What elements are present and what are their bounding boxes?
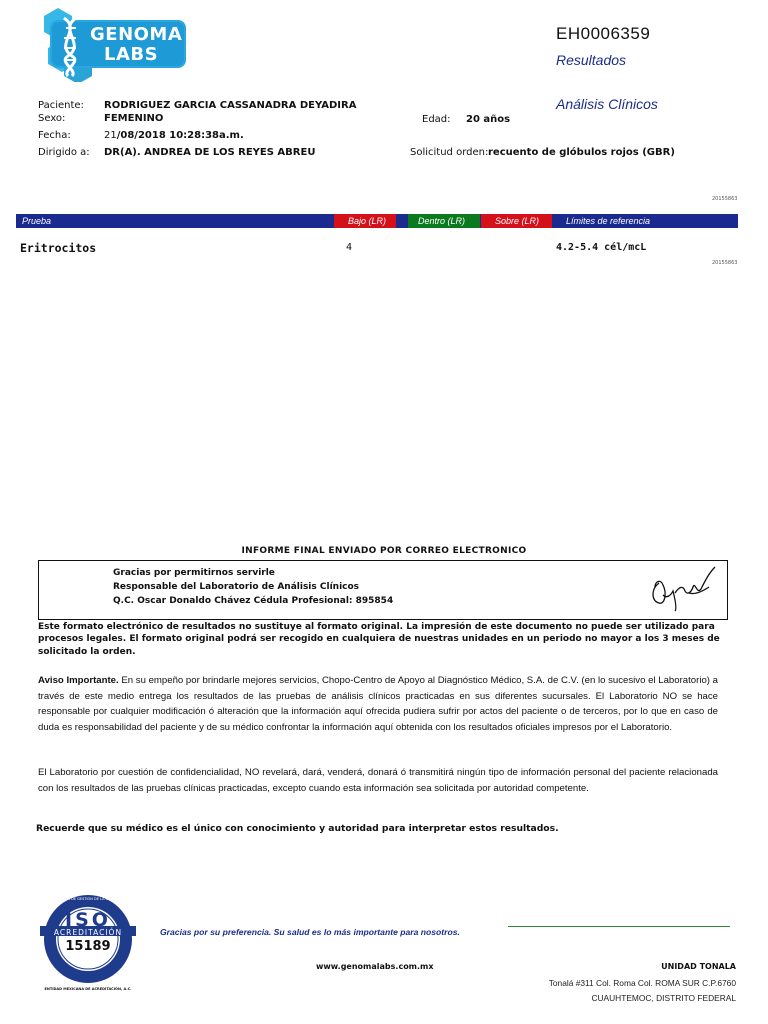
- directed-value: DR(A). ANDREA DE LOS REYES ABREU: [104, 147, 316, 158]
- date-label: Fecha:: [38, 130, 71, 141]
- website-link[interactable]: www.genomalabs.com.mx: [316, 962, 434, 971]
- barcode-number-bottom: 20155863: [712, 260, 738, 266]
- header-reference: Límites de referencia: [566, 216, 651, 226]
- address-line-1: Tonalá #311 Col. Roma Col. ROMA SUR C.P.6760: [548, 978, 736, 988]
- report-title: INFORME FINAL ENVIADO POR CORREO ELECTRONICO: [241, 546, 527, 556]
- result-low-value: 4: [346, 242, 353, 253]
- patient-label: Paciente:: [38, 100, 84, 111]
- header-high: Sobre (LR): [481, 214, 552, 228]
- iso-title: ISO: [65, 909, 111, 931]
- address-line-2: CUAUHTEMOC, DISTRITO FEDERAL: [591, 993, 736, 1003]
- iso-ring-text: SISTEMA DE GESTIÓN DE LA CALIDAD: [54, 897, 122, 901]
- header-low: Bajo (LR): [334, 214, 396, 228]
- preference-message: Gracias por su preferencia. Su salud es lo más importante para nosotros.: [160, 927, 460, 937]
- analysis-heading: Análisis Clínicos: [556, 96, 658, 112]
- signature-box: [38, 560, 728, 620]
- signature-image: [645, 565, 721, 615]
- important-notice: [38, 673, 718, 735]
- directed-label: Dirigido a:: [38, 147, 90, 158]
- results-heading: Resultados: [556, 52, 627, 68]
- order-label: Solicitud orden:: [410, 147, 489, 158]
- result-reference: 4.2-5.4 cél/mcL: [556, 242, 647, 253]
- date-day: 21: [104, 130, 117, 141]
- thanks-text: Gracias por permitirnos servirle: [113, 568, 275, 578]
- header-within: Dentro (LR): [408, 214, 480, 228]
- date-rest: /08/2018 10:28:38a.m.: [116, 130, 244, 141]
- unit-name: UNIDAD TONALA: [661, 962, 736, 971]
- format-notice: Este formato electrónico de resultados no sustituye al formato original. La impresión de este documento no puede ser utilizado para procesos legales. El formato original podrá ser recogido en cualquiera de nuestras unidades en un periodo no mayor a los 3 meses de solicitado la orden.: [38, 622, 720, 657]
- iso-number: 15189: [65, 939, 111, 954]
- responsible-text: Responsable del Laboratorio de Análisis Clínicos: [113, 582, 360, 592]
- document-id: EH0006359: [556, 24, 651, 43]
- logo-text-labs: LABS: [104, 44, 159, 65]
- age-label: Edad:: [422, 114, 451, 125]
- iso-accreditation-label: ACREDITACIÓN: [53, 928, 123, 937]
- footer-divider-line: [508, 926, 730, 927]
- result-test-name: Eritrocitos: [20, 241, 97, 255]
- header-test: Prueba: [22, 216, 52, 226]
- order-value: recuento de glóbulos rojos (GBR): [488, 147, 675, 158]
- iso-accreditation-seal: [36, 893, 140, 1003]
- age-value: 20 años: [466, 114, 511, 125]
- confidentiality-notice: El Laboratorio por cuestión de confidencialidad, NO revelará, dará, venderá, donará ó transmitirá ningún tipo de información personal del paciente relacionada con los resultados de las pruebas clínicas practicadas, excepto cuando esta información sea solicitada por autoridad competente.: [38, 767, 718, 794]
- important-text: En su empeño por brindarle mejores servicios, Chopo-Centro de Apoyo al Diagnóstico Médico, S.A. de C.V. (en lo sucesivo el Laboratorio) a través de este medio entrega los resultados de las pruebas de análisis clínicos practicadas en sus diferentes sucursales. El Laboratorio NO se hace responsable por cualquier modificación ó alteración que la información aquí ofrecida pudiera sufrir por actos del paciente o de terceros, por lo que en caso de duda es responsabilidad del paciente y de su médico confrontar la información aquí obtenida con los resultados oficiales impresos por el Laboratorio.: [38, 675, 718, 733]
- sex-label: Sexo:: [38, 113, 66, 124]
- logo-text-genoma: GENOMA: [90, 24, 183, 45]
- reminder-text: Recuerde que su médico es el único con conocimiento y autoridad para interpretar estos resultados.: [36, 823, 559, 834]
- barcode-number-top: 20155863: [712, 196, 738, 202]
- sex-value: FEMENINO: [104, 113, 164, 124]
- chemist-text: Q.C. Oscar Donaldo Chávez Cédula Profesional: 895854: [113, 596, 394, 606]
- patient-name: RODRIGUEZ GARCIA CASSANADRA DEYADIRA: [104, 100, 357, 111]
- iso-caption: ENTIDAD MEXICANA DE ACREDITACIÓN, A.C.: [44, 987, 132, 991]
- genoma-labs-logo: [38, 8, 188, 82]
- results-table-header: [16, 214, 738, 228]
- date-value: [104, 130, 244, 141]
- important-title: Aviso Importante.: [38, 675, 119, 686]
